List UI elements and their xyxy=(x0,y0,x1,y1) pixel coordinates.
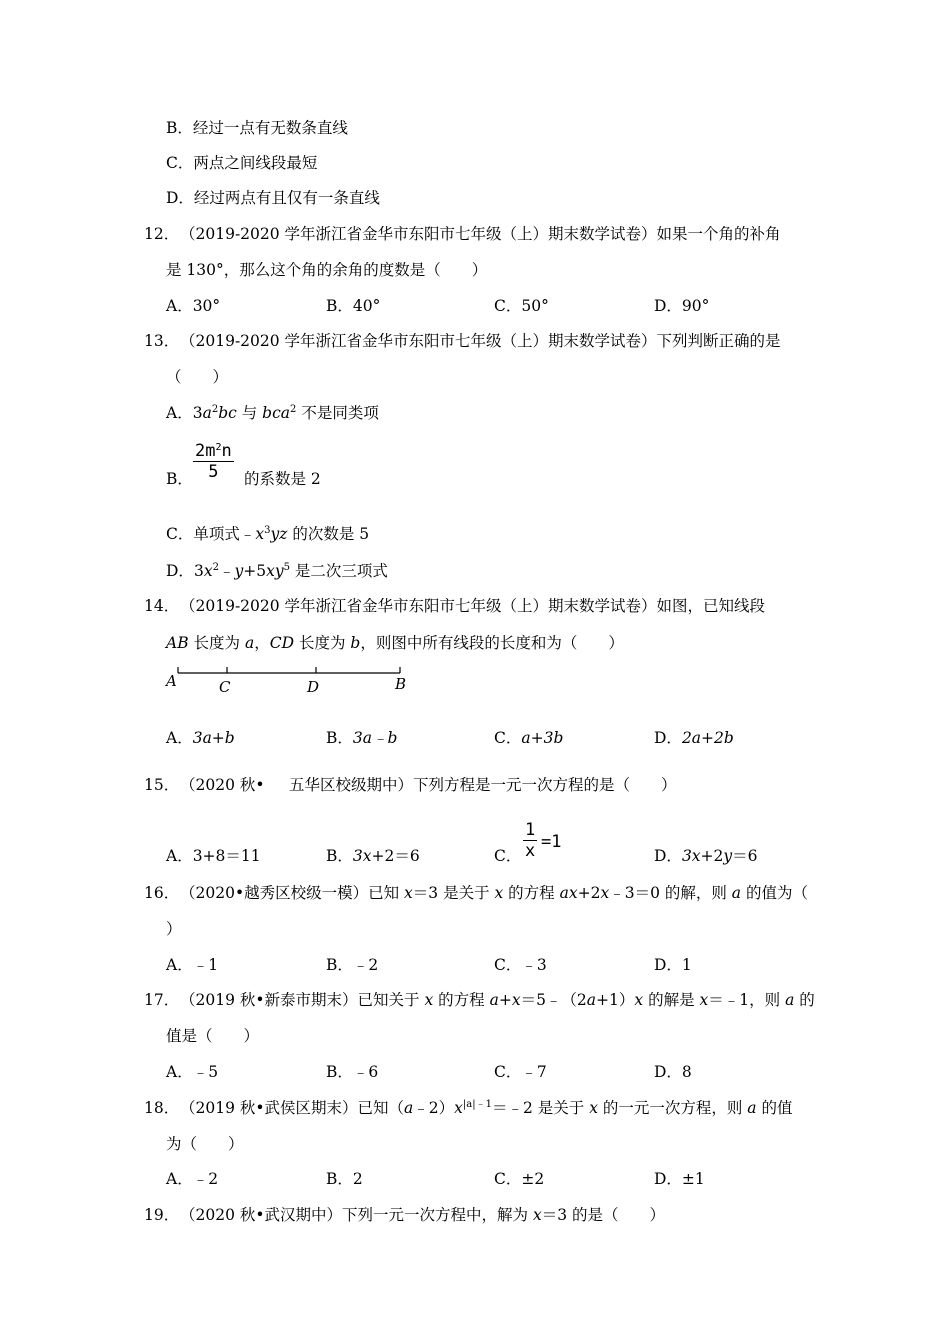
q15-option-c-label: C． xyxy=(494,847,522,865)
q14-option-a: A．3a+b xyxy=(166,729,235,747)
q15-stem-text: 五华区校级期中）下列方程是一元一次方程的是（ ） xyxy=(289,776,677,794)
q14-stem-line2: AB 长度为 a，CD 长度为 b，则图中所有线段的长度和为（ ） xyxy=(166,634,624,652)
q14-option-c: C．a+3b xyxy=(494,729,564,747)
q16-option-b: B．﹣2 xyxy=(326,956,379,974)
q12-stem-line2: 是 130°，那么这个角的余角的度数是（ ） xyxy=(166,261,488,279)
q17-option-c: C．﹣7 xyxy=(494,1063,547,1081)
q15-option-b: B．3x+2＝6 xyxy=(326,847,420,865)
label-d: D xyxy=(307,678,320,696)
q14-option-d: D．2a+2b xyxy=(654,729,734,747)
q17-option-b: B．﹣6 xyxy=(326,1063,379,1081)
q13-option-a: A．$3a^2bc$ 与 bca$^2$ 不是同类项 xyxy=(166,404,379,422)
q16-number: 16． xyxy=(144,884,180,902)
q13-option-c: C．单项式$﹣x^3yz$ 的次数是 5 xyxy=(166,525,370,543)
q11-option-b: B．经过一点有无数条直线 xyxy=(166,119,348,137)
q13-number: 13． xyxy=(144,332,180,350)
q13-option-d: D．$3x^2﹣y+5xy^5$ 是二次三项式 xyxy=(166,562,388,580)
q13-option-b-fraction: $\frac{2m^2n}{5}$ xyxy=(195,441,232,482)
q15-stem-source: （2020 秋• xyxy=(180,776,265,794)
q18-option-a: A．﹣2 xyxy=(166,1170,219,1188)
q17-stem-line2: 值是（ ） xyxy=(166,1027,260,1045)
q19-number: 19． xyxy=(144,1206,180,1224)
q13-stem-line2: （ ） xyxy=(166,368,229,386)
q13-option-b-text: 的系数是 2 xyxy=(244,470,321,488)
q17-number: 17． xyxy=(144,991,180,1009)
q13-option-b-label: B． xyxy=(166,470,193,488)
q15-option-a: A．3+8＝11 xyxy=(166,847,261,865)
q12-option-c: C．50° xyxy=(494,297,549,315)
q18-stem-line1: （2019 秋•武侯区期末）已知$(a﹣2)x^{|a|﹣1}=﹣2$ 是关于 x 的一元一次方程，则 a 的值 xyxy=(180,1099,793,1117)
q12-number: 12． xyxy=(144,225,180,243)
q13-stem-line1: （2019-2020 学年浙江省金华市东阳市七年级（上）期末数学试卷）下列判断正确的是 xyxy=(180,332,781,350)
q15-number: 15． xyxy=(144,776,180,794)
q14-option-b: B．3a﹣b xyxy=(326,729,398,747)
q16-stem-line2: ） xyxy=(166,920,182,938)
q12-stem-line1: （2019-2020 学年浙江省金华市东阳市七年级（上）期末数学试卷）如果一个角的补角 xyxy=(180,225,781,243)
label-b: B xyxy=(395,675,407,693)
q12-option-b: B．40° xyxy=(326,297,381,315)
q15-option-d: D．3x+2y＝6 xyxy=(654,847,758,865)
q16-option-d: D．1 xyxy=(654,956,692,974)
q16-stem-line1: （2020•越秀区校级一模）已知 x＝3 是关于 x 的方程 ax+2x﹣3＝0 的解，则 a 的值为（ xyxy=(180,884,808,902)
q14-line-segment-figure xyxy=(160,662,420,698)
q18-number: 18． xyxy=(144,1099,180,1117)
q17-option-d: D．8 xyxy=(654,1063,692,1081)
q18-stem-line2: 为（ ） xyxy=(166,1135,244,1153)
q18-option-b: B．2 xyxy=(326,1170,363,1188)
q11-option-d: D．经过两点有且仅有一条直线 xyxy=(166,189,380,207)
q17-option-a: A．﹣5 xyxy=(166,1063,219,1081)
q16-option-a: A．﹣1 xyxy=(166,956,219,974)
q15-option-c-rest: =1 xyxy=(541,832,562,852)
label-a: A xyxy=(166,672,177,690)
q12-option-d: D．90° xyxy=(654,297,710,315)
q14-stem-line1: （2019-2020 学年浙江省金华市东阳市七年级（上）期末数学试卷）如图，已知线段 xyxy=(180,597,766,615)
q18-option-c: C．±2 xyxy=(494,1170,545,1188)
q12-option-a: A．30° xyxy=(166,297,221,315)
q16-option-c: C．﹣3 xyxy=(494,956,547,974)
label-c: C xyxy=(219,678,231,696)
q17-stem-line1: （2019 秋•新泰市期末）已知关于 x 的方程 a+x＝5﹣（2a+1）x 的解是 x＝﹣1，则 a 的 xyxy=(180,991,815,1009)
q19-stem-line1: （2020 秋•武汉期中）下列一元一次方程中，解为 x＝3 的是（ ） xyxy=(180,1206,665,1224)
q15-option-c-fraction: $\frac{1}{x}$ xyxy=(525,820,536,861)
q11-option-c: C．两点之间线段最短 xyxy=(166,154,318,172)
q14-number: 14． xyxy=(144,597,180,615)
q18-option-d: D．±1 xyxy=(654,1170,705,1188)
